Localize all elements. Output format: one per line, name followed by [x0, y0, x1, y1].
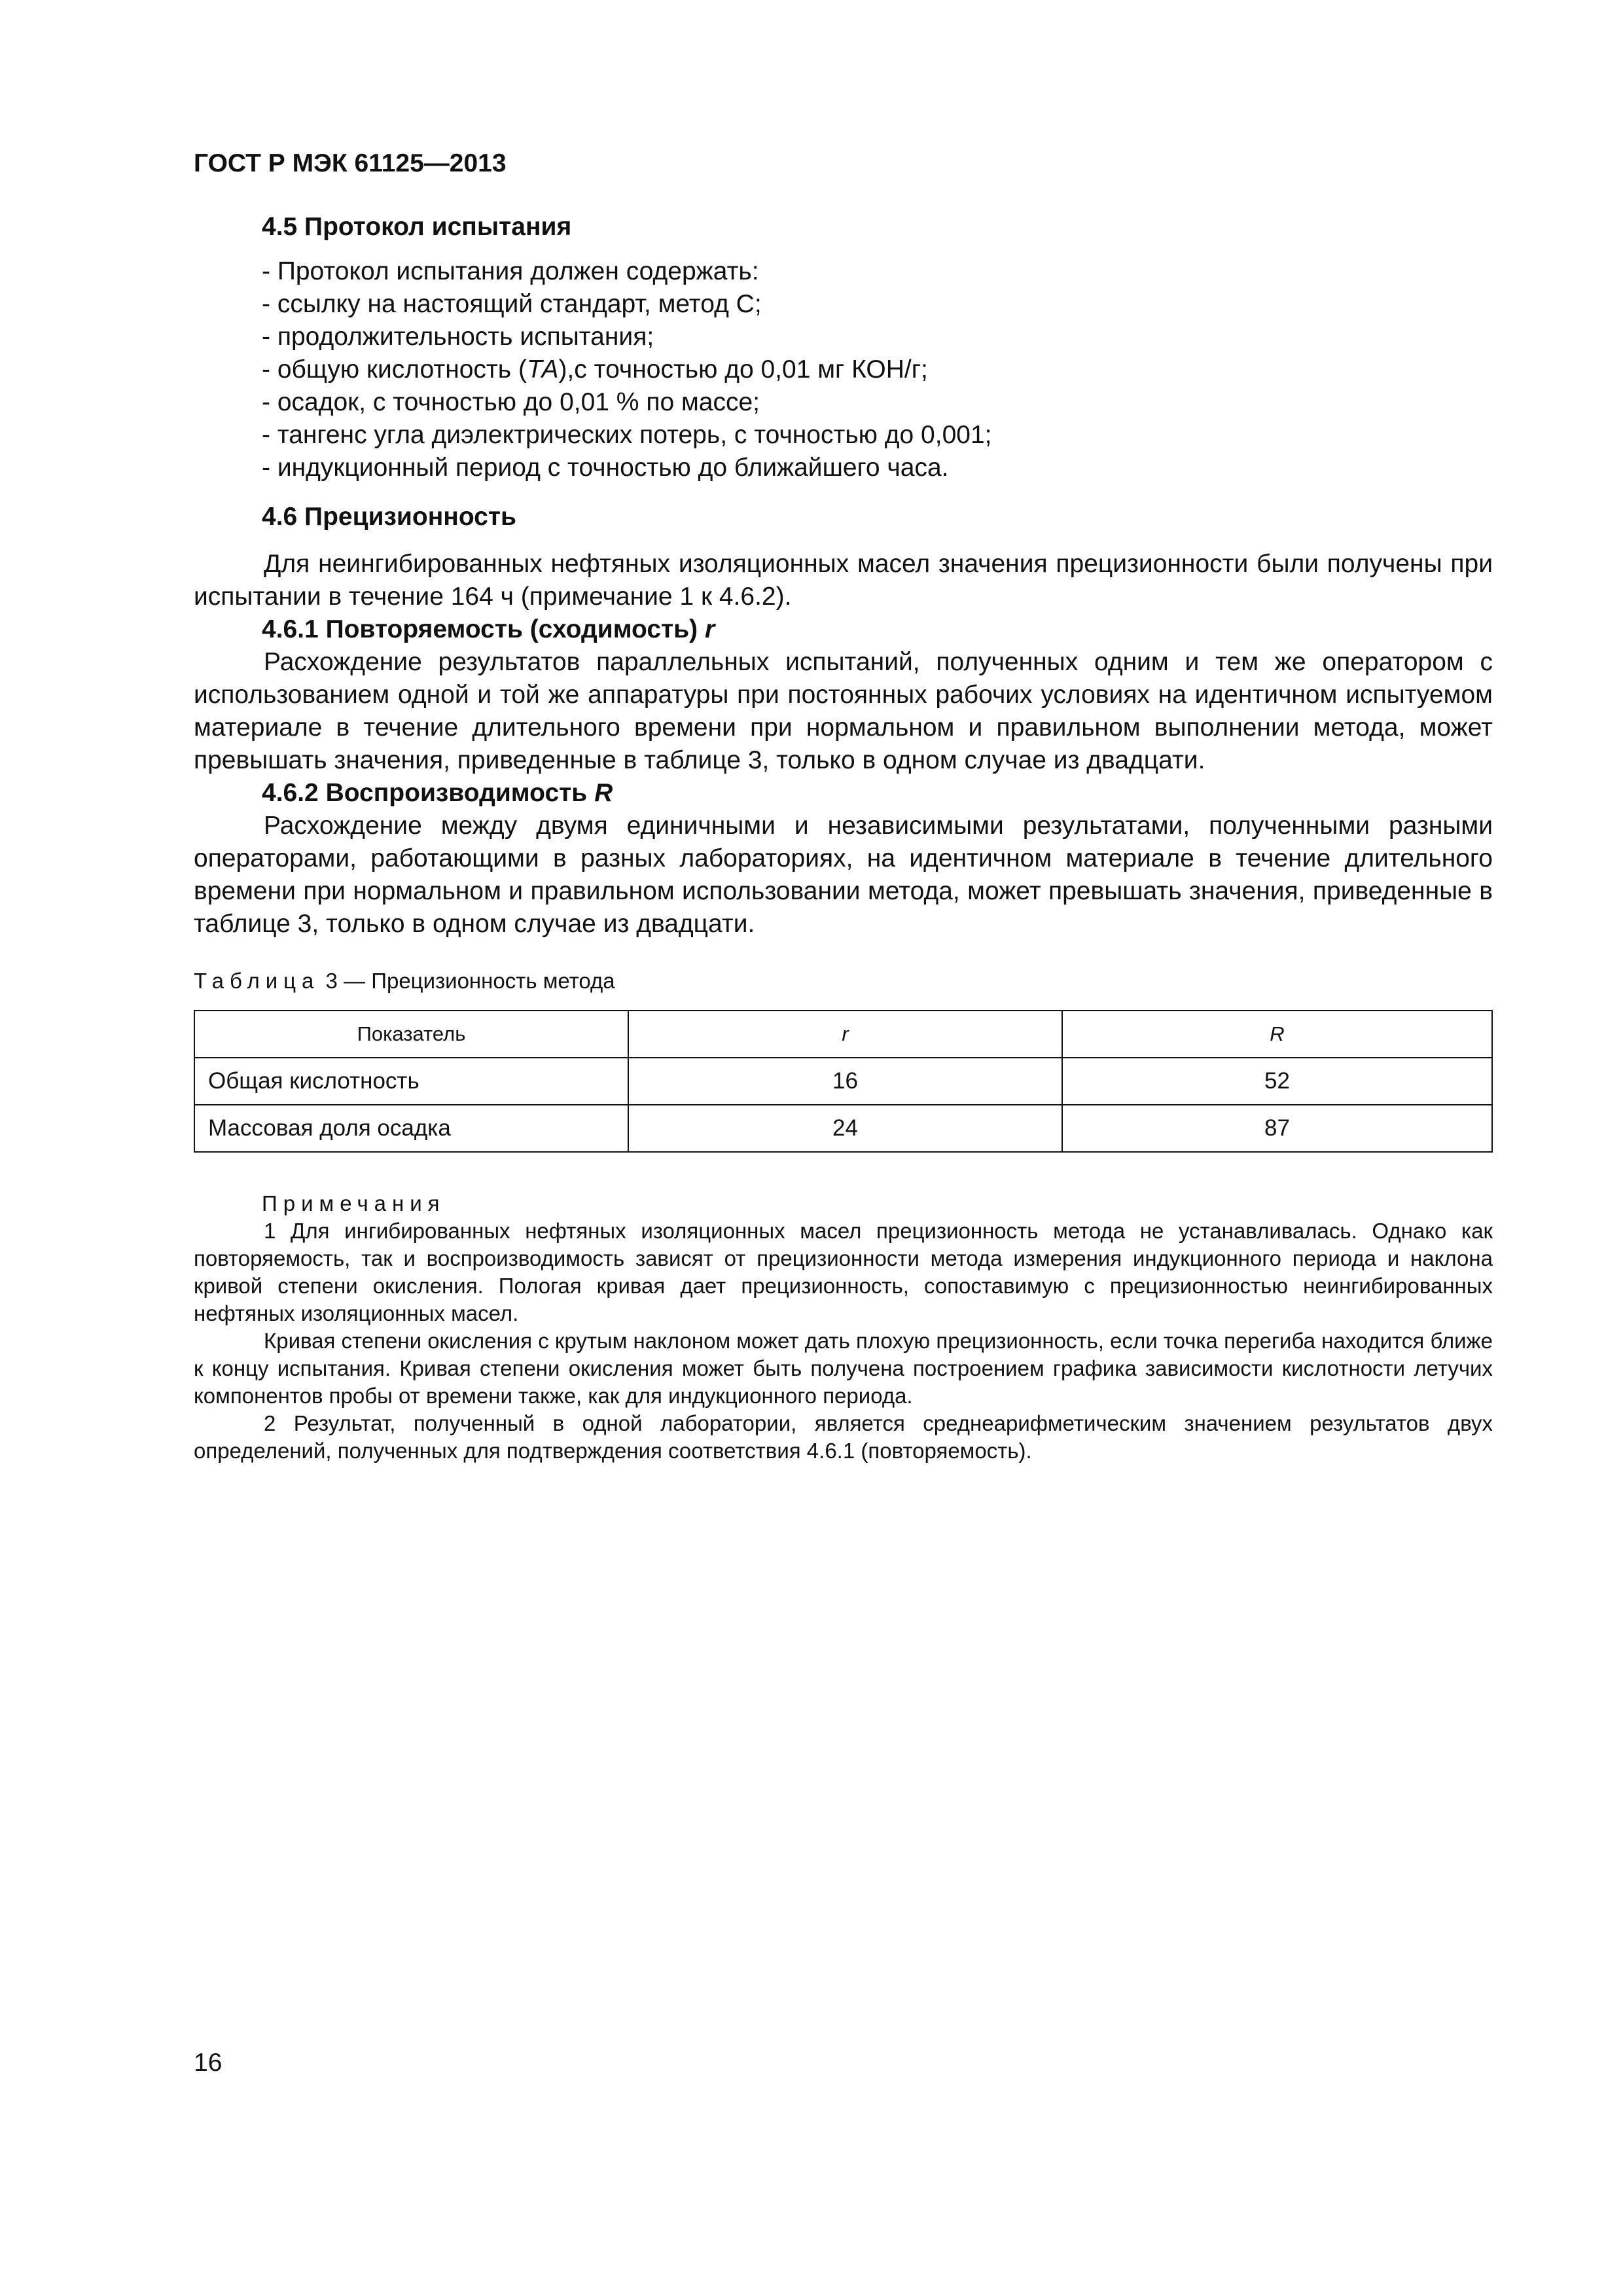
- page-number: 16: [194, 2049, 223, 2077]
- table-caption: [194, 969, 615, 994]
- document-header: ГОСТ Р МЭК 61125—2013: [194, 149, 507, 177]
- list-item: - тангенс угла диэлектрических потерь, с точностью до 0,001;: [262, 421, 992, 449]
- note-1: 1 Для ингибированных нефтяных изоляционных масел прецизионность метода не устанавливалась. Однако как повторяемость, так и воспроизводимость зависят от прецизионности метода измерения индукционного периода и наклона кривой степени окисления. Пологая кривая дает прецизионность, сопоставимую с прецизионностью неингибированных нефтяных изоляционных масел.: [194, 1219, 1493, 1325]
- list-item: [262, 353, 991, 386]
- table-header-row: [194, 1011, 1492, 1058]
- list-item: - индукционный период с точностью до ближайшего часа.: [262, 454, 949, 482]
- section-4-6-1-heading: [262, 613, 1440, 646]
- column-header: Показатель: [194, 1011, 628, 1058]
- list-item: - продолжительность испытания;: [262, 323, 654, 351]
- section-4-5-heading: 4.5 Протокол испытания: [262, 213, 572, 241]
- section-4-6-2-heading: [262, 777, 1440, 810]
- list-item: - ссылку на настоящий стандарт, метод С;: [262, 290, 762, 318]
- note-2: 2 Результат, полученный в одной лаборатории, является среднеарифметическим значением результатов двух определений, полученных для подтверждения соответствия 4.6.1 (повторяемость).: [194, 1411, 1493, 1463]
- heading-text: 4.6.2 Воспроизводимость: [262, 779, 588, 807]
- section-4-6-heading: 4.6 Прецизионность: [262, 503, 516, 531]
- precision-table: [194, 1010, 1493, 1153]
- table-cell: Массовая доля осадка: [194, 1105, 628, 1152]
- header-symbol: r: [842, 1022, 849, 1045]
- column-header: [1062, 1011, 1492, 1058]
- notes-title-text: Примечания: [262, 1191, 446, 1215]
- table-cell: 87: [1062, 1105, 1492, 1152]
- section-4-6-2-text: Расхождение между двумя единичными и независимыми результатами, полученными разными операторами, работающими в разных лабораториях, на идентичном материале в течение длительного времени при нормальном и правильном использовании метода, может превышать значения, приведенные в таблице 3, только в одном случае из двадцати.: [194, 812, 1493, 938]
- abbr-ta: ТА: [526, 355, 559, 384]
- section-4-6-text: Для неингибированных нефтяных изоляционных масел значения прецизионности были получены при испытании в течение 164 ч (примечание 1 к 4.6.2).: [194, 550, 1493, 611]
- symbol-R: R: [594, 779, 613, 807]
- table-cell: 52: [1062, 1058, 1492, 1105]
- list-item-text: ),с точностью до 0,01 мг КОН/г;: [558, 355, 928, 384]
- symbol-r: r: [704, 615, 715, 643]
- column-header: [628, 1011, 1062, 1058]
- table-cell: 24: [628, 1105, 1062, 1152]
- table-row: [194, 1058, 1492, 1105]
- list-item: - осадок, с точностью до 0,01 % по массе;: [262, 388, 760, 416]
- header-symbol: R: [1270, 1022, 1285, 1045]
- table-cell: 16: [628, 1058, 1062, 1105]
- notes-title: [262, 1190, 1440, 1217]
- note-1-continued: Кривая степени окисления с крутым наклоном может дать плохую прецизионность, если точка перегиба находится ближе к концу испытания. Кривая степени окисления может быть получена построением графика зависимости кислотности летучих компонентов пробы от времени также, как для индукционного периода.: [194, 1329, 1493, 1408]
- list-item-text: - общую кислотность (: [262, 355, 527, 384]
- section-4-6-1-text: Расхождение результатов параллельных испытаний, полученных одним и тем же оператором с использованием одной и той же аппаратуры при постоянных рабочих условиях на идентичном испытуемом материале в течение длительного времени при нормальном и правильном выполнении метода, может превышать значения, приведенные в таблице 3, только в одном случае из двадцати.: [194, 648, 1493, 774]
- caption-prefix: Таблица: [194, 969, 320, 993]
- protocol-list: [262, 255, 991, 484]
- list-item: - Протокол испытания должен содержать:: [262, 257, 759, 285]
- caption-text: 3 — Прецизионность метода: [319, 969, 615, 993]
- table-row: [194, 1105, 1492, 1152]
- table-cell: Общая кислотность: [194, 1058, 628, 1105]
- heading-text: 4.6.1 Повторяемость (сходимость): [262, 615, 698, 643]
